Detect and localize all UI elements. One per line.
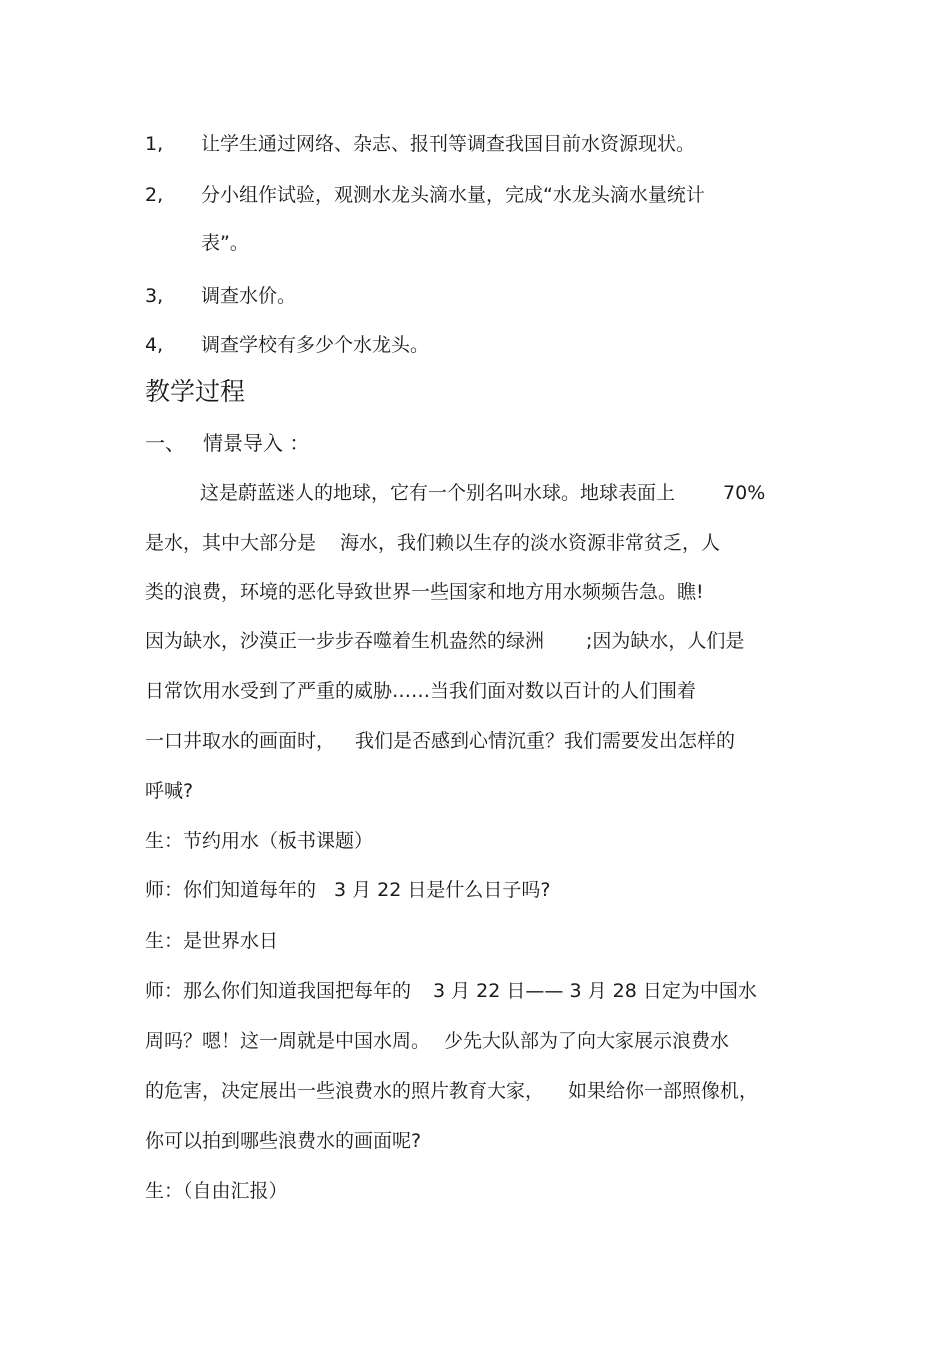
section-heading: 教学过程 <box>145 377 246 406</box>
list-item-text: 调查水价。 <box>201 285 297 307</box>
paragraph-line <box>145 728 735 754</box>
text-span: 周吗？嗯！这一周就是中国水周。 <box>145 1030 431 1052</box>
text-span: 少先大队部为了向大家展示浪费水 <box>444 1030 730 1052</box>
text-span: 这是蔚蓝迷人的地球，它有一个别名叫水球。地球表面上 <box>200 482 676 504</box>
list-item-number: 1, <box>145 133 164 155</box>
paragraph-line: 类的浪费，环境的恶化导致世界一些国家和地方用水频频告急。瞧! <box>145 581 704 603</box>
paragraph-line <box>145 530 720 556</box>
text-span: 的危害，决定展出一些浪费水的照片教育大家， <box>145 1080 545 1102</box>
list-item-text: 让学生通过网络、杂志、报刊等调查我国目前水资源现状。 <box>201 133 696 155</box>
text-span: 一口井取水的画面时， <box>145 730 336 752</box>
list-item-text: 调查学校有多少个水龙头。 <box>201 334 430 356</box>
list-item-number: 2, <box>145 184 164 206</box>
paragraph-line: 呼喊? <box>145 780 194 802</box>
paragraph-line <box>200 480 765 506</box>
text-span: 是水，其中大部分是 <box>145 532 317 554</box>
list-item-text-continued: 表”。 <box>201 232 249 254</box>
list-item-number: 3, <box>145 285 164 307</box>
dialogue-line <box>145 978 757 1004</box>
dialogue-line: 你可以拍到哪些浪费水的画面呢? <box>145 1130 422 1152</box>
dialogue-line <box>145 1028 729 1054</box>
text-span: 3 月 22 日是什么日子吗? <box>334 879 551 901</box>
text-span: 海水，我们赖以生存的淡水资源非常贫乏，人 <box>340 532 721 554</box>
dialogue-line: 生：节约用水（板书课题） <box>145 830 374 852</box>
paragraph-line: 日常饮用水受到了严重的威胁……当我们面对数以百计的人们围着 <box>145 680 697 702</box>
paragraph-line <box>145 628 744 654</box>
list-item-number: 4, <box>145 334 164 356</box>
text-span: 70% <box>723 482 766 504</box>
text-span: 3 月 22 日—— 3 月 28 日定为中国水 <box>433 980 757 1002</box>
text-span: 师：你们知道每年的 <box>145 879 317 901</box>
dialogue-line: 生：（自由汇报） <box>145 1180 288 1202</box>
text-span: 师：那么你们知道我国把每年的 <box>145 980 412 1002</box>
text-span: 因为缺水，沙漠正一步步吞噬着生机盎然的绿洲 <box>145 630 545 652</box>
text-span: 如果给你一部照像机， <box>568 1080 759 1102</box>
section-title: 情景导入 ： <box>203 431 310 455</box>
list-item-text: 分小组作试验，观测水龙头滴水量，完成“水龙头滴水量统计 <box>201 184 705 206</box>
dialogue-line <box>145 1078 758 1104</box>
text-span: ;因为缺水，人们是 <box>586 630 745 652</box>
dialogue-line: 生：是世界水日 <box>145 930 279 952</box>
section-number: 一、 <box>145 431 185 455</box>
dialogue-line <box>145 877 550 903</box>
text-span: 我们是否感到心情沉重？我们需要发出怎样的 <box>355 730 736 752</box>
